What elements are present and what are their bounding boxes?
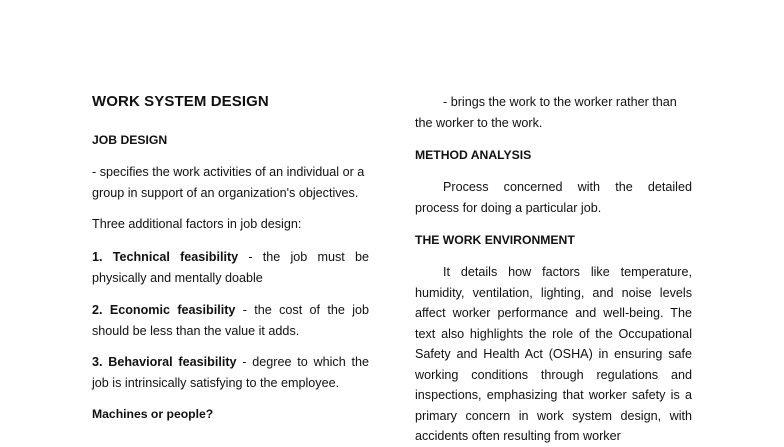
method-analysis-text: Process concerned with the detailed process for doing a particular job. — [415, 180, 692, 215]
machines-heading: Machines or people? — [92, 407, 214, 421]
factor-technical-label: 1. Technical feasibility — [92, 250, 239, 264]
factor-behavioral-label: 3. Behavioral feasibility — [92, 355, 237, 369]
factors-intro: Three additional factors in job design: — [92, 217, 302, 231]
factor-technical — [92, 247, 369, 288]
factor-technical-text: - the job must be physically and mentally doable — [92, 250, 369, 285]
method-analysis-heading: METHOD ANALYSIS — [415, 148, 532, 162]
factor-economic — [92, 300, 369, 341]
job-design-definition: - specifies the work activities of an individual or a group in support of an organization's objectives. — [92, 165, 365, 200]
factor-economic-label: 2. Economic feasibility — [92, 303, 236, 317]
work-environment-heading: THE WORK ENVIRONMENT — [415, 233, 575, 247]
job-design-heading: JOB DESIGN — [92, 133, 168, 147]
factor-behavioral-text: - degree to which the job is intrinsically satisfying to the employee. — [92, 355, 369, 390]
factor-behavioral — [92, 352, 369, 393]
factor-economic-text: - the cost of the job should be less than the value it adds. — [92, 303, 370, 338]
work-environment-text: It details how factors like temperature, humidity, ventilation, lighting, and noise levels affect worker performance and well-being. The text also highlights the role of the Occupational Safety and Health Act (OSHA) in ensuring safe working conditions through regulations and inspections, emphasizing that worker safety is a primary concern in work system design, with accidents often resulting from worker — [415, 265, 692, 443]
ergonomics-text: - brings the work to the worker rather than the worker to the work. — [415, 95, 677, 130]
document-title: WORK SYSTEM DESIGN — [92, 93, 269, 110]
